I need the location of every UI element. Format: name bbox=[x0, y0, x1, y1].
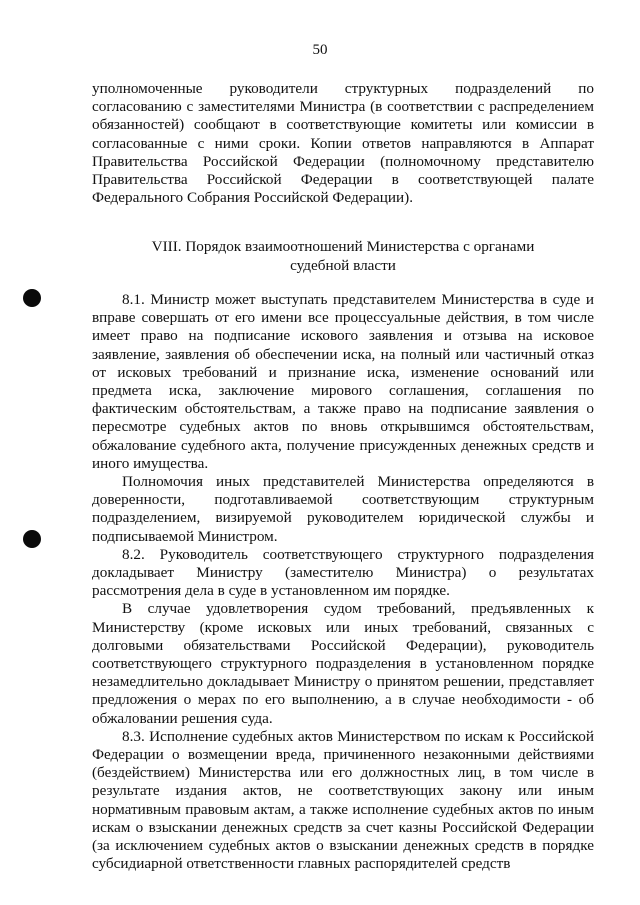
paragraph-8-2: 8.2. Руководитель соответствующего структурного подразделения докладывает Министру (заместителю Министра) о результатах рассмотрения дела в суде в установленном им порядке. bbox=[92, 545, 594, 600]
punch-hole-mark bbox=[23, 530, 41, 548]
page-number: 50 bbox=[312, 42, 328, 58]
intro-text bbox=[92, 80, 594, 207]
punch-hole-mark bbox=[23, 289, 41, 307]
paragraph-8-1: 8.1. Министр может выступать представителем Министерства в суде и вправе совершать от его имени все процессуальные действия, в том числе имеет право на подписание искового заявления и отзыва на исковое заявление, заявления об обеспечении иска, на полный или частичный отказ от исковых требований и признание иска, изменение оснований или предмета иска, заключение мирового соглашения, соглашения по фактическим обстоятельствам, а также право на подписание заявления о пересмотре судебных актов по вновь открывшимся обстоятельствам, обжалование судебного акта, получение присужденных денежных средств и иного имущества. bbox=[92, 291, 594, 472]
section-title-line-2: судебной власти bbox=[290, 257, 396, 274]
section-heading bbox=[92, 237, 594, 275]
paragraph-powers: Полномочия иных представителей Министерства определяются в доверенности, подготавливаемой соответствующим структурным подразделением, визируемой руководителем юридической службы и подписываемой Министром. bbox=[92, 473, 594, 545]
paragraph-8-3: 8.3. Исполнение судебных актов Министерством по искам к Российской Федерации о возмещении вреда, причиненного незаконными действиями (бездействием) Министерства или его должностных лиц, в том числе в результате издания актов, не соответствующих закону или иным нормативным правовым актам, а также исполнение судебных актов по иным искам о взыскании денежных средств за счет казны Российской Федерации (за исключением судебных актов о взыскании денежных средств в порядке субсидиарной ответственности главных распорядителей средств bbox=[92, 727, 594, 873]
paragraph-court-satisfaction: В случае удовлетворения судом требований, предъявленных к Министерству (кроме исковых или иных требований, связанных с долговыми обязательствами Российской Федерации), руководитель соответствующего структурного подразделения в установленном порядке незамедлительно докладывает Министру о принятом решении, представляет предложения о мерах по его выполнению, а в случае необходимости - об обжаловании решения суда. bbox=[92, 600, 594, 727]
section-title-line-1: VIII. Порядок взаимоотношений Министерства с органами bbox=[151, 238, 535, 255]
intro-paragraph: уполномоченные руководители структурных подразделений по согласованию с заместителями Министра (в соответствии с распределением обязанностей) сообщают в соответствующие комитеты или комиссии в согласованные с ними сроки. Копии ответов направляются в Аппарат Правительства Российской Федерации (полномочному представителю Правительства Российской Федерации в соответствующей палате Федерального Собрания Российской Федерации). bbox=[92, 80, 594, 207]
section-body bbox=[92, 291, 594, 874]
